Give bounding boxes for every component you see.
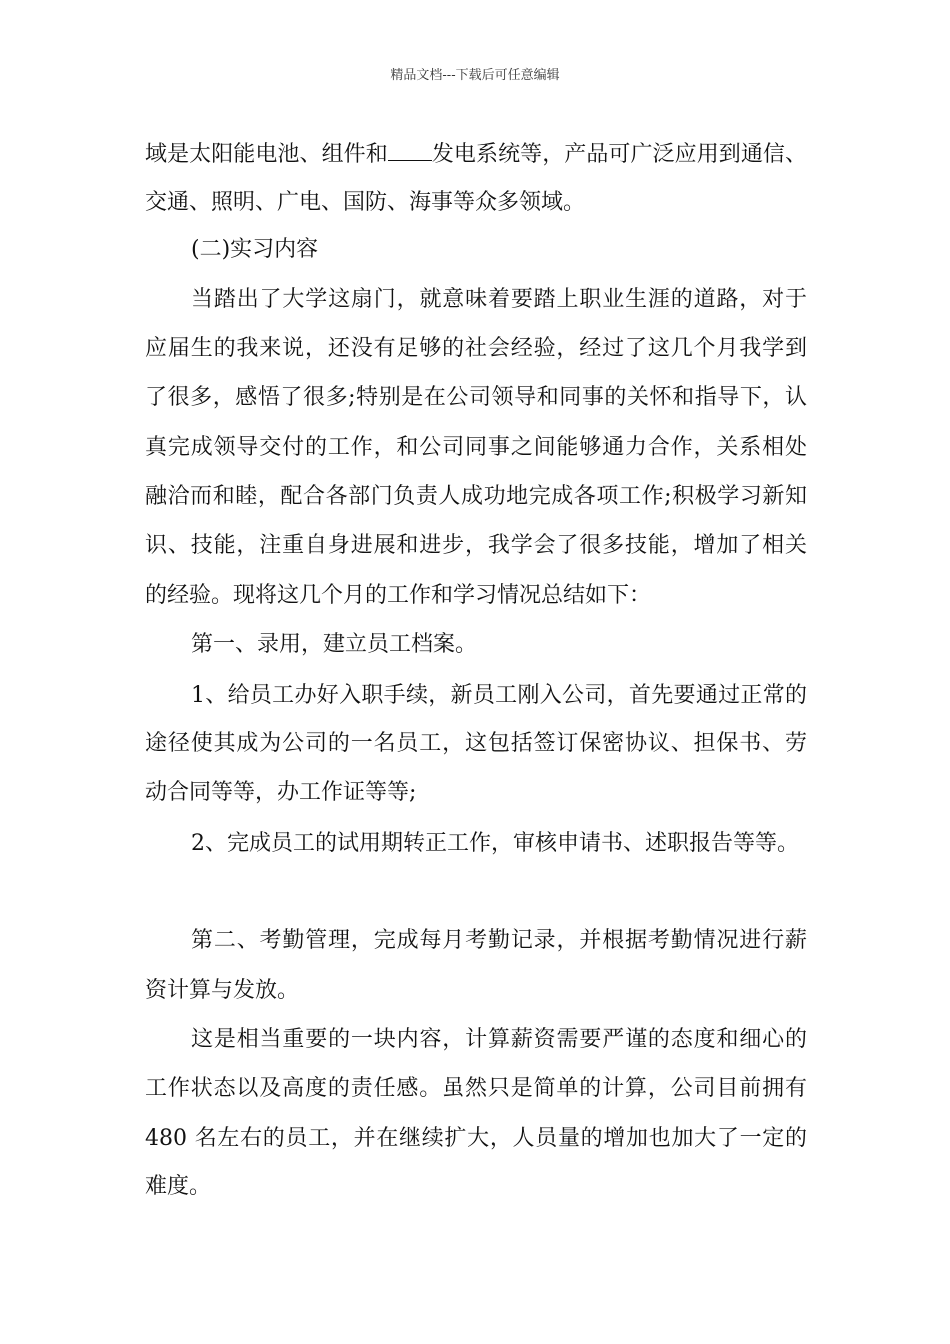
paragraph-line: 这是相当重要的一块内容，计算薪资需要严谨的态度和细心的 (191, 1027, 807, 1052)
paragraph-line: 第二、考勤管理，完成每月考勤记录，并根据考勤情况进行薪 (191, 928, 807, 953)
text-segment: 域是太阳能电池、组件和 (145, 142, 388, 167)
section-heading: (二)实习内容 (191, 237, 319, 262)
paragraph-line: 交通、照明、广电、国防、海事等众多领域。 (145, 190, 586, 215)
paragraph-line: 资计算与发放。 (145, 978, 300, 1003)
paragraph-line: 第一、录用，建立员工档案。 (191, 632, 478, 657)
paragraph-line: 识、技能，注重自身进展和进步，我学会了很多技能，增加了相关 (145, 533, 807, 558)
paragraph-line: 2、完成员工的试用期转正工作，审核申请书、述职报告等等。 (191, 831, 799, 856)
text-segment: 发电系统等，产品可广泛应用到通信、 (431, 142, 807, 167)
paragraph-line: 1、给员工办好入职手续，新员工刚入公司，首先要通过正常的 (191, 683, 807, 708)
page-header: 精品文档---下载后可任意编辑 (390, 68, 560, 83)
paragraph-line: 融洽而和睦，配合各部门负责人成功地完成各项工作;积极学习新知 (145, 484, 807, 509)
paragraph-line: 工作状态以及高度的责任感。虽然只是简单的计算，公司目前拥有 (145, 1076, 807, 1101)
paragraph-line: 的经验。现将这几个月的工作和学习情况总结如下： (145, 583, 652, 608)
fill-in-blank (388, 138, 432, 161)
paragraph-line: 难度。 (145, 1174, 212, 1199)
paragraph-line: 动合同等等，办工作证等等; (145, 780, 417, 805)
paragraph-line: 应届生的我来说，还没有足够的社会经验，经过了这几个月我学到 (145, 336, 807, 361)
paragraph-line: 480 名左右的员工，并在继续扩大，人员量的增加也加大了一定的 (145, 1126, 807, 1151)
paragraph-line: 真完成领导交付的工作，和公司同事之间能够通力合作，关系相处 (145, 435, 807, 460)
paragraph-line: 途径使其成为公司的一名员工，这包括签订保密协议、担保书、劳 (145, 731, 807, 756)
paragraph-line: 当踏出了大学这扇门，就意味着要踏上职业生涯的道路，对于 (191, 287, 807, 312)
paragraph-line (145, 138, 807, 168)
paragraph-line: 了很多，感悟了很多;特别是在公司领导和同事的关怀和指导下，认 (145, 385, 807, 410)
